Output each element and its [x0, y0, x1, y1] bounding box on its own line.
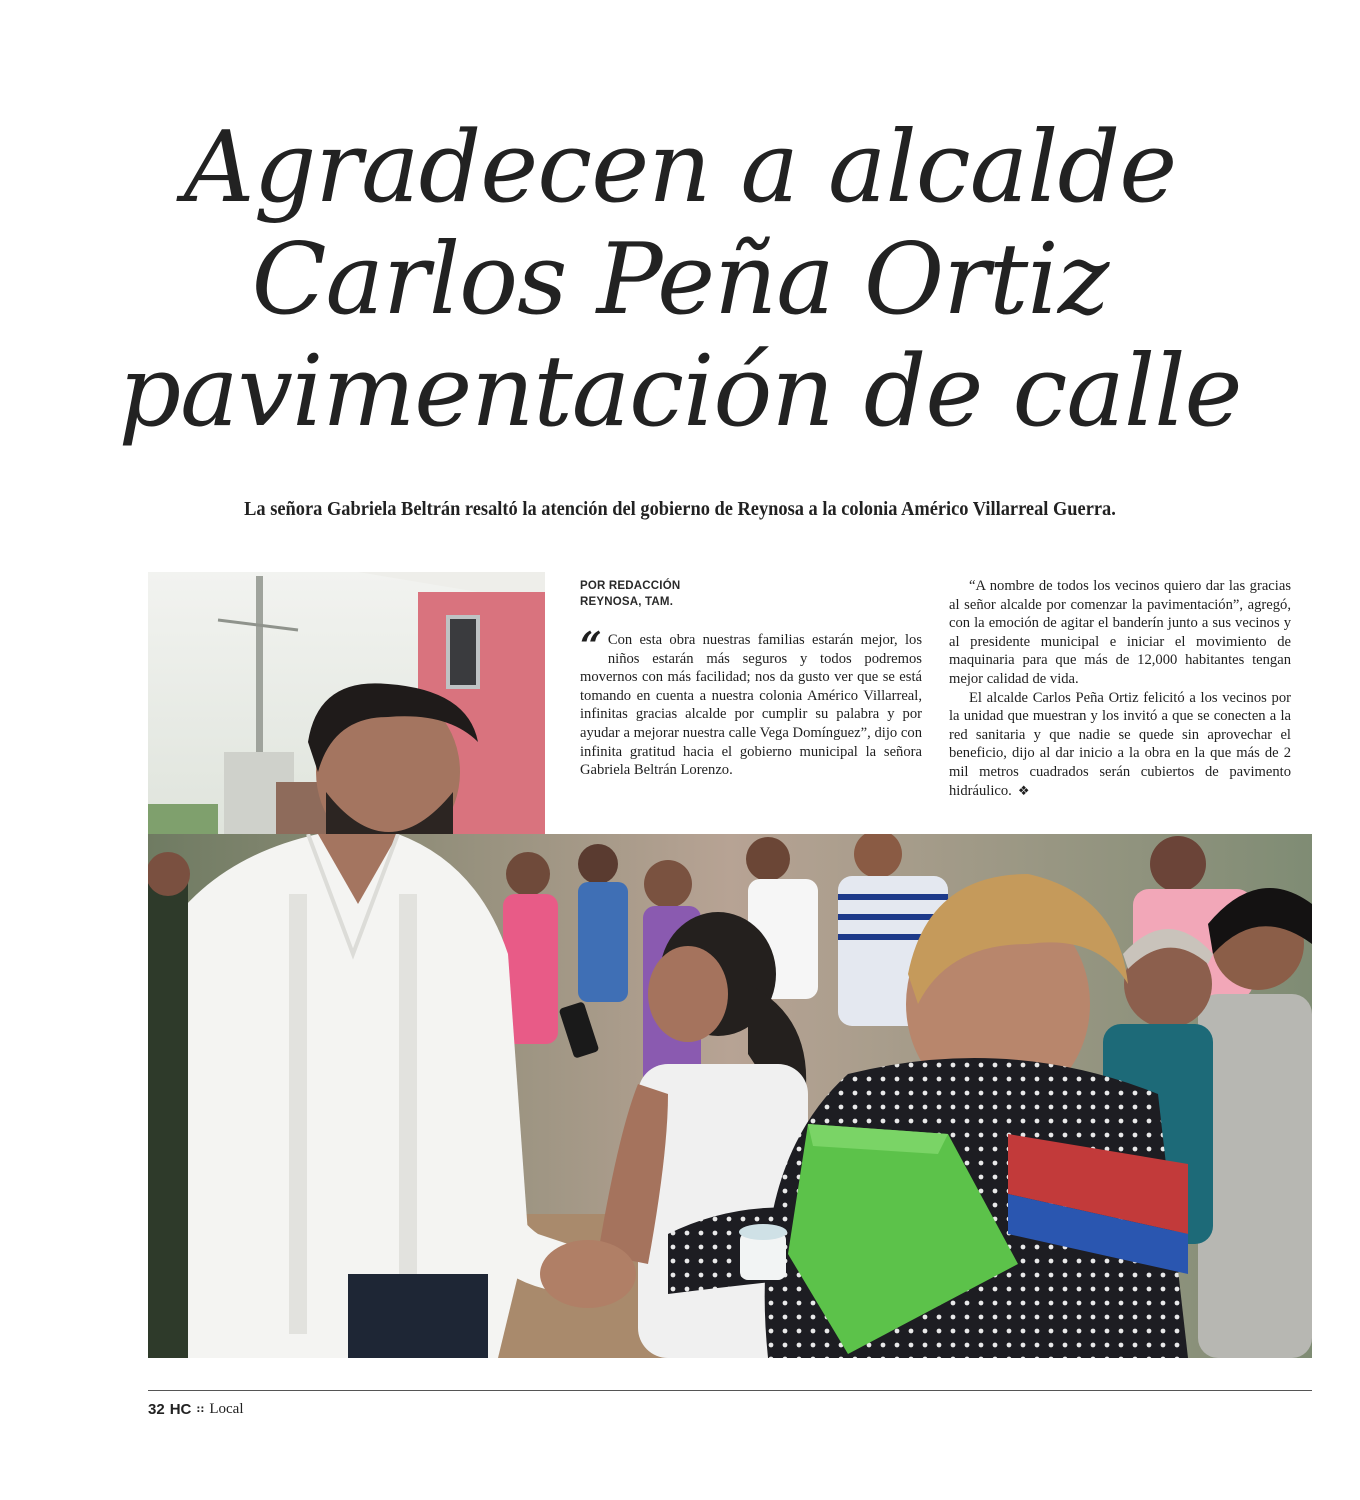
headline-line-2: Carlos Peña Ortiz	[251, 223, 1109, 337]
photo-top-crop	[148, 572, 545, 834]
article-column-1	[580, 623, 922, 780]
byline	[580, 578, 680, 610]
publication-initials: HC	[169, 1401, 192, 1418]
article-paragraph-2: “A nombre de todos los vecinos quiero dar las gracias al señor alcalde por comenzar la pavimentación”, agregó, con la emoción de agitar el banderín junto a sus vecinos y al presidente municipal e iniciar el movimiento de maquinaria para que más de 12,000 habitantes tengan mejor calidad de vida.	[949, 578, 1291, 687]
article-paragraph-3	[949, 689, 1291, 802]
photo-main-handshake	[148, 834, 1312, 1358]
article-paragraph-1: Con esta obra nuestras familias estarán mejor, los niños estarán más seguros y todos podremos movernos con más facilidad; nos da gusto ver que se está tomando en cuenta a nuestra colonia Américo Villarreal, infinitas gracias alcalde por cumplir su palabra y por ayudar a mejorar nuestra calle Vega Domínguez”, dijo con infinita gratitud hacia el gobierno municipal la señora Gabriela Beltrán Lorenzo.	[580, 632, 922, 779]
footer-rule	[148, 1390, 1312, 1391]
page-number: 32	[148, 1401, 165, 1418]
opening-quote-mark: “	[580, 623, 602, 668]
headline-line-1: Agradecen a alcalde	[183, 111, 1177, 225]
end-of-article-icon: ❖	[1017, 783, 1030, 799]
section-name: Local	[209, 1401, 244, 1417]
deck-subheadline: La señora Gabriela Beltrán resaltó la atención del gobierno de Reynosa a la colonia Américo Villarreal Guerra.	[244, 498, 1116, 520]
headline	[0, 112, 1360, 448]
footer-separator: ::	[196, 1404, 205, 1415]
article-paragraph-3-text: El alcalde Carlos Peña Ortiz felicitó a los vecinos por la unidad que muestran y los invitó a que se conecten a la red sanitaria y que nadie se quede sin aprovechar el beneficio, dijo al dar inicio a la obra en la que más de 2 mil metros cuadrados serán cubiertos de pavimento hidráulico.	[949, 689, 1291, 799]
byline-location: REYNOSA, TAM.	[580, 596, 674, 608]
byline-author: POR REDACCIÓN	[580, 580, 681, 592]
article-column-2	[949, 577, 1291, 801]
page-footer	[148, 1401, 244, 1418]
headline-line-3: pavimentación de calle	[118, 335, 1242, 449]
